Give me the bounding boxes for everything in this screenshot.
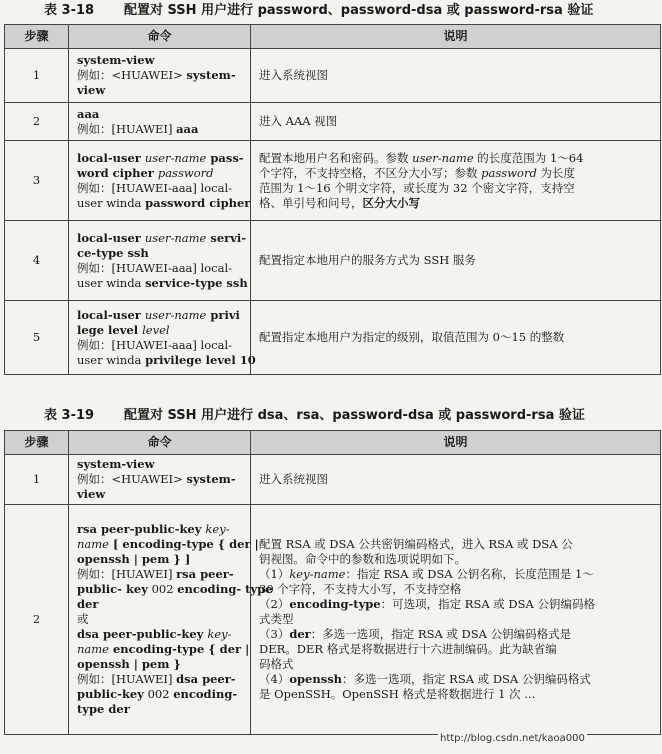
cmd-line: [77, 597, 246, 612]
table-header-row: [5, 431, 661, 455]
text-run: service-type ssh: [145, 275, 248, 290]
text-run: 进入系统视图: [259, 472, 328, 486]
text-run: encoding- type: [177, 582, 273, 596]
cmd-line: [77, 687, 246, 702]
step-cell: 1: [5, 49, 69, 103]
text-run: name: [77, 642, 109, 656]
text-run: privilege level 10: [145, 352, 256, 367]
text-run: public- key: [77, 582, 148, 596]
cmd-line: [77, 246, 246, 261]
text-run: name: [77, 537, 109, 551]
table-number: 表 3-19: [44, 408, 95, 423]
text-run: （2）: [259, 597, 290, 611]
text-run: openssh | pem }: [77, 657, 181, 671]
text-run: local-user: [77, 307, 145, 322]
text-run: 或: [77, 612, 89, 626]
cmd-line: [77, 552, 246, 567]
cmd-line: [77, 657, 246, 672]
description-cell: [251, 301, 661, 375]
text-run: 例如：[HUAWEI]: [77, 672, 177, 686]
text-run: aaa: [77, 106, 100, 121]
text-run: 002: [143, 687, 174, 701]
text-run: 配置本地用户名和密码。参数: [259, 150, 413, 165]
desc-line: [259, 687, 654, 702]
table-3-18: [4, 24, 661, 375]
cmd-line: [77, 261, 246, 276]
text-run: rsa peer-public-key: [77, 522, 206, 536]
text-run: public-key: [77, 687, 144, 701]
command-cell: [69, 301, 256, 375]
text-run: 例如：[HUAWEI-aaa] local-: [77, 180, 233, 195]
desc-line: [259, 68, 654, 83]
text-run: user winda: [77, 275, 146, 290]
cmd-line: [77, 83, 246, 98]
text-run: user-name: [144, 307, 207, 322]
header-command: 命令: [69, 431, 251, 455]
text-run: view: [77, 487, 106, 501]
desc-line: [259, 567, 654, 582]
text-run: 进入系统视图: [259, 68, 328, 82]
table-number: 表 3-18: [44, 3, 95, 18]
text-run: system-: [186, 472, 236, 486]
text-run: 例如：[HUAWEI-aaa] local-: [77, 337, 233, 352]
text-run: level: [142, 322, 170, 337]
cmd-line: [77, 672, 246, 687]
header-command: 命令: [69, 25, 251, 49]
step-cell: 1: [5, 455, 69, 505]
text-run: privi: [206, 307, 240, 322]
text-run: dsa peer-: [176, 672, 236, 686]
text-run: 格、单引号和问号，: [259, 195, 363, 210]
desc-line: [259, 552, 654, 567]
header-description: 说明: [251, 431, 661, 455]
text-run: key-: [205, 522, 230, 536]
cmd-line: [77, 702, 246, 717]
text-run: der: [77, 597, 99, 611]
desc-line: [259, 612, 654, 627]
text-run: dsa peer-public-key: [77, 627, 208, 641]
step-cell: 5: [5, 301, 69, 375]
cmd-line: [77, 487, 246, 502]
cmd-line: [77, 151, 246, 166]
watermark-url: http://blog.csdn.net/kaoa000: [440, 733, 585, 744]
step-cell: 4: [5, 221, 69, 301]
desc-line: [259, 166, 654, 181]
description-cell: [251, 103, 661, 141]
text-run: word cipher: [77, 165, 158, 180]
table-row: [5, 103, 661, 141]
text-run: user-name: [144, 150, 207, 165]
text-run: ：多选一选项，指定 RSA 或 DSA 公钥编码格式是: [310, 627, 572, 641]
text-run: password: [157, 165, 214, 180]
step-cell: 3: [5, 141, 69, 221]
text-run: 配置指定本地用户为指定的级别，取值范围为 0～15 的整数: [259, 330, 565, 344]
text-run: openssh: [289, 672, 343, 686]
cmd-line: [77, 181, 246, 196]
text-run: 的长度范围为 1～64: [473, 150, 584, 165]
cmd-line: [77, 338, 246, 353]
cmd-line: [77, 457, 246, 472]
desc-line: [259, 537, 654, 552]
text-run: system-view: [77, 53, 155, 67]
text-run: openssh | pem } ]: [77, 552, 191, 566]
cmd-line: [77, 567, 246, 582]
text-run: key-: [207, 627, 232, 641]
cmd-line: [77, 122, 246, 137]
text-run: 个字符，不支持空格，不区分大小写；参数: [259, 165, 482, 180]
desc-line: [259, 253, 654, 268]
desc-line: [259, 472, 654, 487]
cmd-line: [77, 627, 246, 642]
text-run: 范围为 1～16 个明文字符，或长度为 32 个密文字符，支持空: [259, 180, 575, 195]
description-cell: [251, 221, 661, 301]
table-caption-3-18: [0, 0, 662, 22]
text-run: user-name: [144, 230, 207, 245]
table-3-19: [4, 430, 661, 735]
text-run: 例如：[HUAWEI]: [77, 121, 177, 136]
text-run: servi-: [206, 230, 247, 245]
table-row: [5, 455, 661, 505]
text-run: 式类型: [259, 612, 294, 626]
step-cell: 2: [5, 505, 69, 735]
text-run: DER。DER 格式是将数据进行十六进制编码。此为缺省编: [259, 642, 557, 656]
text-run: 是 OpenSSH。OpenSSH 格式是将数据进行 1 次 ...: [259, 687, 536, 701]
desc-line: [259, 151, 654, 166]
text-run: ：指定 RSA 或 DSA 公钥名称，长度范围是 1～: [345, 567, 594, 581]
table-row: [5, 221, 661, 301]
command-cell: [69, 141, 251, 221]
header-step: 步骤: [5, 25, 69, 49]
desc-line: [259, 114, 654, 129]
table-caption-3-19: [0, 405, 662, 427]
cmd-line: [77, 195, 251, 211]
command-cell: [69, 221, 251, 301]
text-run: 为长度: [536, 165, 575, 180]
text-run: ce-type ssh: [77, 245, 149, 260]
text-run: encoding-type: [289, 597, 381, 611]
text-run: encoding-type { der |: [108, 642, 250, 656]
text-run: 钥视图。命令中的参数和选项说明如下。: [259, 552, 466, 566]
text-run: （4）: [259, 672, 290, 686]
cmd-line: [77, 537, 259, 552]
table-title: 配置对 SSH 用户进行 password、password-dsa 或 password-rsa 验证: [124, 3, 594, 18]
text-run: 例如：[HUAWEI]: [77, 567, 177, 581]
text-run: aaa: [176, 121, 199, 136]
text-run: （3）: [259, 627, 290, 641]
table-row: [5, 505, 661, 735]
desc-line: [259, 627, 654, 642]
text-run: [ encoding-type { der |: [108, 537, 259, 551]
desc-line: [259, 582, 654, 597]
desc-line: [259, 181, 654, 196]
text-run: 区分大小写: [362, 195, 420, 210]
cmd-line: [77, 522, 246, 537]
desc-line: [259, 330, 654, 345]
cmd-line: [77, 53, 246, 68]
table-row: [5, 49, 661, 103]
cmd-line: [77, 276, 246, 291]
text-run: 例如：<HUAWEI>: [77, 472, 187, 486]
text-run: 例如：<HUAWEI>: [77, 68, 187, 82]
header-step: 步骤: [5, 431, 69, 455]
text-run: 进入 AAA 视图: [259, 114, 338, 128]
table-header-row: [5, 25, 661, 49]
table-title: 配置对 SSH 用户进行 dsa、rsa、password-dsa 或 password-rsa 验证: [124, 408, 585, 423]
table-row: [5, 141, 661, 221]
desc-line: [259, 196, 654, 211]
text-run: （1）: [259, 567, 290, 581]
text-run: ：多选一选项，指定 RSA 或 DSA 公钥编码格式: [342, 672, 591, 686]
command-cell: [69, 455, 251, 505]
text-run: 配置指定本地用户的服务方式为 SSH 服务: [259, 253, 476, 267]
text-run: 配置 RSA 或 DSA 公共密钥编码格式，进入 RSA 或 DSA 公: [259, 537, 573, 551]
text-run: user-name: [412, 150, 474, 165]
text-run: pass-: [206, 150, 244, 165]
cmd-line: [77, 612, 246, 627]
cmd-line: [77, 68, 246, 83]
text-run: type der: [77, 702, 130, 716]
text-run: 例如：[HUAWEI-aaa] local-: [77, 260, 233, 275]
desc-line: [259, 672, 654, 687]
cmd-line: [77, 231, 246, 246]
desc-line: [259, 657, 654, 672]
command-cell: [69, 505, 273, 735]
description-cell: [251, 455, 661, 505]
cmd-line: [77, 323, 246, 338]
text-run: der: [289, 627, 311, 641]
text-run: user winda: [77, 195, 146, 210]
text-run: user winda: [77, 352, 146, 367]
text-run: 码格式: [259, 657, 294, 671]
description-cell: [251, 49, 661, 103]
cmd-line: [77, 472, 246, 487]
table-row: [5, 301, 661, 375]
cmd-line: [77, 352, 256, 368]
command-cell: [69, 103, 251, 141]
text-run: key-name: [289, 567, 346, 581]
header-description: 说明: [251, 25, 661, 49]
description-cell: [251, 141, 661, 221]
desc-line: [259, 597, 654, 612]
text-run: system-: [186, 68, 236, 82]
cmd-line: [77, 642, 250, 657]
cmd-line: [77, 582, 273, 597]
cmd-line: [77, 308, 246, 323]
text-run: lege level: [77, 322, 143, 337]
text-run: system-view: [77, 457, 155, 471]
text-run: 30 个字符，不支持大小写，不支持空格: [259, 582, 462, 596]
text-run: local-user: [77, 230, 145, 245]
text-run: ：可选项，指定 RSA 或 DSA 公钥编码格: [380, 597, 595, 611]
text-run: encoding-: [173, 687, 238, 701]
text-run: password: [481, 165, 537, 180]
text-run: local-user: [77, 150, 145, 165]
step-cell: 2: [5, 103, 69, 141]
text-run: password cipher: [145, 195, 251, 210]
text-run: view: [77, 83, 106, 97]
command-cell: [69, 49, 251, 103]
text-run: 002: [147, 582, 178, 596]
desc-line: [259, 642, 654, 657]
description-cell: [251, 505, 661, 735]
cmd-line: [77, 166, 246, 181]
cmd-line: [77, 107, 246, 122]
text-run: rsa peer-: [176, 567, 234, 581]
